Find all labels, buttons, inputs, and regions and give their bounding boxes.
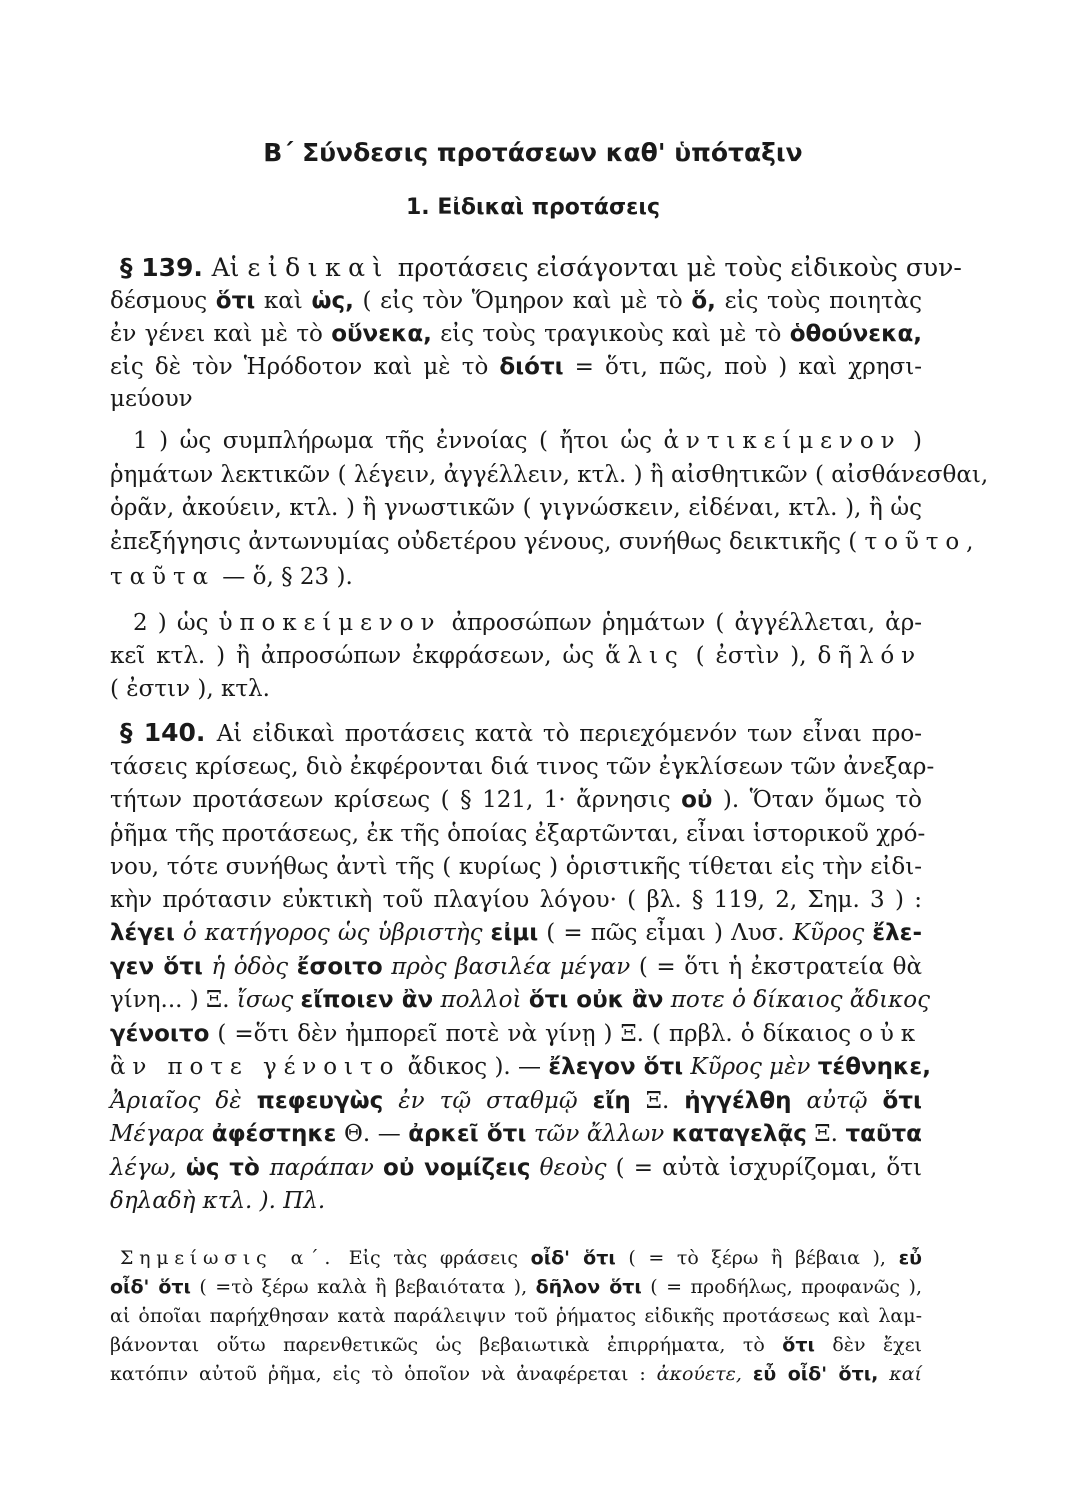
- paragraph-140-line: δηλαδὴ κτλ. ). Πλ.: [110, 1188, 326, 1214]
- paragraph-140-line: Ἀριαῖος δὲ πεφευγὼς ἐν τῷ σταθμῷ εἴη Ξ. ἠγγέλθη αὐτῷ ὅτι: [110, 1088, 922, 1114]
- list-item-1-line: ῥημάτων λεκτικῶν ( λέγειν, ἀγγέλλειν, κτλ. ) ἢ αἰσθητικῶν ( αἰσθάνεσθαι,: [110, 462, 989, 488]
- note-line: Σημείωσις α΄. Εἰς τὰς φράσεις οἶδ' ὅτι ( = τὸ ξέρω ἢ βέβαια ), εὖ: [120, 1247, 922, 1269]
- paragraph-139-line: δέσμους ὅτι καὶ ὡς, ( εἰς τὸν Ὅμηρον καὶ μὲ τὸ ὅ, εἰς τοὺς ποιητὰς: [110, 288, 923, 314]
- paragraph-139-line: ἐν γένει καὶ μὲ τὸ οὕνεκα, εἰς τοὺς τραγικοὺς καὶ μὲ τὸ ὁθούνεκα,: [110, 321, 922, 347]
- list-item-1-line: ἐπεξήγησις ἀντωνυμίας οὐδετέρου γένους, συνήθως δεικτικῆς ( τοῦτο,: [110, 529, 974, 555]
- paragraph-139-line: εἰς δὲ τὸν Ἡρόδοτον καὶ μὲ τὸ διότι = ὅτι, πῶς, ποὺ ) καὶ χρησι-: [110, 354, 922, 380]
- paragraph-140-line: ἂν ποτε γένοιτο ἄδικος ). — ἔλεγον ὅτι Κῦρος μὲν τέθνηκε,: [110, 1054, 931, 1080]
- list-item-2-line: ( ἐστιν ), κτλ.: [110, 676, 270, 702]
- list-item-1-line: 1 ) ὡς συμπλήρωμα τῆς ἐννοίας ( ἤτοι ὡς ἀντικείμενον ): [133, 428, 922, 454]
- list-item-1-line: ὁρᾶν, ἀκούειν, κτλ. ) ἢ γνωστικῶν ( γιγνώσκειν, εἰδέναι, κτλ. ), ἢ ὡς: [110, 495, 922, 521]
- paragraph-140-line: § 140. Αἱ εἰδικαὶ προτάσεις κατὰ τὸ περιεχόμενόν των εἶναι προ-: [120, 718, 922, 747]
- section-title: Β΄ Σύνδεσις προτάσεων καθ' ὑπόταξιν: [263, 138, 803, 167]
- paragraph-140-line: ῥῆμα τῆς προτάσεως, ἐκ τῆς ὁποίας ἐξαρτῶνται, εἶναι ἱστορικοῦ χρό-: [110, 821, 926, 847]
- note-line: οἶδ' ὅτι ( =τὸ ξέρω καλὰ ἢ βεβαιότατα ), δῆλον ὅτι ( = προδήλως, προφανῶς ),: [110, 1276, 922, 1298]
- paragraph-140-line: λέγει ὁ κατήγορος ὡς ὑβριστὴς εἰμι ( = πῶς εἶμαι ) Λυσ. Κῦρος ἔλε-: [110, 920, 923, 946]
- paragraph-140-line: νου, τότε συνήθως ἀντὶ τῆς ( κυρίως ) ὁριστικῆς τίθεται εἰς τὴν εἰδι-: [110, 854, 922, 880]
- paragraph-140-line: τάσεις κρίσεως, διὸ ἐκφέρονται διά τινος τῶν ἐγκλίσεων τῶν ἀνεξαρ-: [110, 754, 935, 780]
- note-line: αἱ ὁποῖαι παρήχθησαν κατὰ παράλειψιν τοῦ ῥήματος εἰδικῆς προτάσεως καὶ λαμ-: [110, 1305, 922, 1327]
- list-item-1-line: ταῦτα — ὅ, § 23 ).: [110, 564, 353, 590]
- paragraph-140-line: γένοιτο ( =ὅτι δὲν ἠμπορεῖ ποτὲ νὰ γίνῃ ) Ξ. ( πρβλ. ὁ δίκαιος οὐκ: [110, 1021, 922, 1047]
- list-item-2-line: 2 ) ὡς ὑποκείμενον ἀπροσώπων ῥημάτων ( ἀγγέλλεται, ἀρ-: [133, 610, 922, 636]
- paragraph-140-line: γίνη... ) Ξ. ἴσως εἴποιεν ἂν πολλοὶ ὅτι οὐκ ἂν ποτε ὁ δίκαιος ἄδικος: [110, 987, 930, 1013]
- subsection-title: 1. Εἰδικαὶ προτάσεις: [406, 195, 660, 220]
- paragraph-139-line: § 139. Αἱ εἰδικαὶ προτάσεις εἰσάγονται μὲ τοὺς εἰδικοὺς συν-: [120, 253, 962, 282]
- paragraph-139-line: μεύουν: [110, 386, 193, 412]
- note-line: κατόπιν αὐτοῦ ῥῆμα, εἰς τὸ ὁποῖον νὰ ἀναφέρεται : ἀκούετε, εὖ οἶδ' ὅτι, καί: [110, 1363, 922, 1385]
- list-item-2-line: κεῖ κτλ. ) ἢ ἀπροσώπων ἐκφράσεων, ὡς ἅλις ( ἐστὶν ), δῆλόν: [110, 643, 922, 669]
- paragraph-140-line: κὴν πρότασιν εὐκτικὴ τοῦ πλαγίου λόγου· ( βλ. § 119, 2, Σημ. 3 ) :: [110, 887, 922, 913]
- paragraph-140-line: τήτων προτάσεων κρίσεως ( § 121, 1· ἄρνησις οὐ ). Ὅταν ὅμως τὸ: [110, 787, 922, 813]
- paragraph-140-line: λέγω, ὡς τὸ παράπαν οὐ νομίζεις θεοὺς ( = αὐτὰ ἰσχυρίζομαι, ὅτι: [110, 1155, 922, 1181]
- paragraph-140-line: Μέγαρα ἀφέστηκε Θ. — ἀρκεῖ ὅτι τῶν ἄλλων καταγελᾷς Ξ. ταῦτα: [110, 1121, 922, 1147]
- note-line: βάνονται οὕτω παρενθετικῶς ὡς βεβαιωτικὰ ἐπιρρήματα, τὸ ὅτι δὲν ἔχει: [110, 1334, 922, 1356]
- paragraph-140-line: γεν ὅτι ἡ ὁδὸς ἔσοιτο πρὸς βασιλέα μέγαν ( = ὅτι ἡ ἐκστρατεία θὰ: [110, 954, 922, 980]
